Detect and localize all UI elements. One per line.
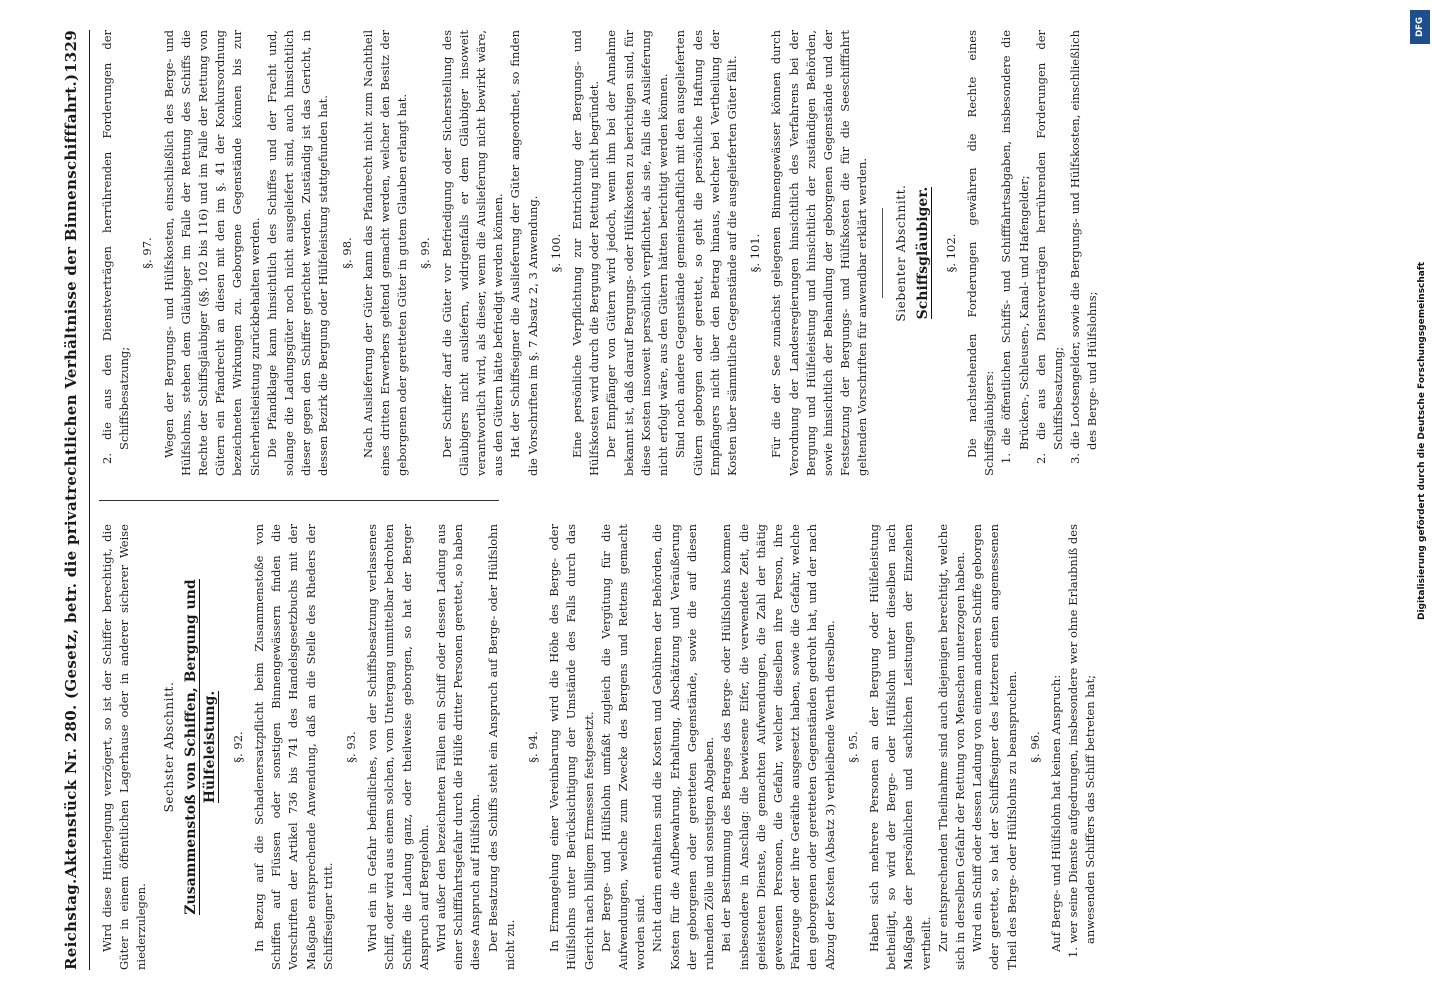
list-item: 3. die Lootsengelder, sowie die Bergungs- und Hülfskosten, einschließlich des Berge- und Hülfslohns; [1068,30,1100,464]
chapter-label: Siebenter Abschnitt. [893,184,908,322]
paragraph: Wird außer den bezeichneten Fällen ein Schiff oder dessen Ladung aus einer Schifffahrtsgefahr durch die Hülfe dritter Personen gerettet, so haben diese Anspruch auf Hülfslohn. [434,524,483,970]
section-number: §. 92. [230,731,245,763]
paragraph: Bei der Bestimmung des Betrages des Berge- oder Hülfslohns kommen insbesondere in Anschlag: die bewiesene Eifer, die verwendete Zeit, die geleisteten Dienste, die gemachten Aufwendungen, die Zahl der thätig gewesenen Personen, die Gefahr, welcher dieselben ihre Person, ihre Fahrzeuge oder ihre Geräthe ausgesetzt haben, sowie die Gefahr, welche den geborgenen oder geretteten Gegenständen gedroht hat, und der nach Abzug der Kosten (Absatz 3) verbleibende Werth derselben. [719,524,837,970]
paragraph: Wird diese Hinterlegung verzögert, so ist der Schiffer berechtigt, die Güter in einem öffentlichen Lagerhause oder in anderer sicherer Weise niederzulegen. [100,524,149,970]
page-header [55,30,87,970]
paragraph: In Bezug auf die Schadenersatzpflicht beim Zusammenstoße von Schiffen auf Flüssen oder sonstigen Binnengewässern finden die Vorschriften der Artikel 736 bis 741 des Handelsgesetzbuchs mit der Maßgabe entsprechende Anwendung, daß an die Stelle des Rheders der Schiffseigner tritt. [252,524,335,970]
paragraph: Auf Berge- und Hülfslohn hat keinen Anspruch: [1048,674,1063,952]
section-number: §. 95. [845,731,860,763]
column-divider [99,500,499,501]
dfg-logo [1410,10,1430,44]
section-number: §. 101. [748,233,763,273]
section-rule [882,208,883,298]
header-title: Aktenstück Nr. 280. (Gesetz, betr. die privatrechtlichen Verhältnisse der Binnenschifffahrt.) [62,73,80,878]
section-number: §. 100. [548,233,563,273]
list-item: 1. die öffentlichen Schiffs- und Schifffahrtsabgaben, insbesondere die Brücken-, Schleusen-, Kanal- und Hafengelder; [999,30,1031,464]
paragraph: In Ermangelung einer Vereinbarung wird die Höhe des Berge- oder Hülfslohns unter Berücksichtigung der Umstände des Falls durch das Gericht nach billigem Ermessen festgesetzt. [547,524,596,970]
chapter-title [182,524,220,970]
paragraph: Der Berge- und Hülfslohn umfaßt zugleich die Vergütung für die Aufwendungen, welche zum Zwecke des Bergens und Rettens gemacht worden sind. [598,524,648,970]
section-number: §. 98. [339,237,354,269]
paragraph: Sind noch andere Gegenstände gemeinschaftlich mit den ausgelieferten Gütern geborgen oder gerettet, so geht die persönliche Haftung des Empfängers nicht über den Betrag hinaus, welcher bei Vertheilung der Kosten über sämmtliche Gegenstände auf die ausgelieferten Güter fällt. [673,30,739,476]
section-number: §. 94. [526,731,541,763]
section-number: §. 93. [344,731,359,763]
document-page [55,30,1345,970]
left-column [99,524,1100,970]
paragraph: Der Empfänger von Gütern wird jedoch, wenn ihm bei der Annahme bekannt ist, daß darauf Bergungs- oder Hülfskosten zu berichtigen sind, für diese Kosten insoweit persönlich verpflichtet, als sie, falls die Auslieferung nicht erfolgt wäre, aus den Gütern hätten berichtigt werden können. [604,30,671,476]
paragraph: Wegen der Bergungs- und Hülfskosten, einschließlich des Berge- und Hülfslohns, stehen dem Gläubiger im Falle der Rettung des Schiffs die Rechte der Schiffsgläubiger (§§. 102 bis 116) und im Falle der Rettung von Gütern ein Pfandrecht an diesen mit den im §. 41 der Konkursordnung bezeichneten Wirkungen zu. Geborgene Gegenstände können bis zur Sicherheitsleistung zurückbehalten werden. [161,30,262,476]
chapter-title-text: Zusammenstoß von Schiffen, Bergung und Hülfeleistung. [182,579,218,915]
list-item: 1. wer seine Dienste aufgedrungen, insbesondere wer ohne Erlaubniß des anwesenden Schiffers das Schiff betreten hat; [1066,524,1098,958]
paragraph: Haben sich mehrere Personen an der Bergung oder Hülfeleistung betheiligt, so wird der Berge- oder Hülfslohn unter dieselben nach Maßgabe der persönlichen und sachlichen Leistungen der Einzelnen vertheilt. [866,524,933,970]
paragraph: Der Besatzung des Schiffs steht ein Anspruch auf Berge- oder Hülfslohn nicht zu. [485,524,517,970]
header-rule [89,30,90,970]
section-number: §. 96. [1027,731,1042,763]
section-number: §. 97. [140,237,155,269]
paragraph: Nicht darin enthalten sind die Kosten und Gebühren der Behörden, die Kosten für die Aufbewahrung, Erhaltung, Abschätzung und Veräußerung der geborgenen oder geretteten Gegenstände, sowie die auf diesen ruhenden Zölle und sonstigen Abgaben. [650,524,717,970]
funding-credit: Digitalisierung gefördert durch die Deutsche Forschungsgemeinschaft [1417,261,1427,620]
dfg-logo-text: DFG [1415,17,1425,37]
header-left: Reichstag. [62,878,80,970]
paragraph: Für die der See zunächst gelegenen Binnengewässer können durch Verordnung der Landesregierungen hinsichtlich des Verfahrens bei der Bergung und Hülfeleistung und hinsichtlich der zuständigen Behörden, sowie hinsichtlich der Behandlung der geborgenen Gegenstände und der Festsetzung der Bergungs- und Hülfskosten die für die Seeschifffahrt geltenden Vorschriften für anwendbar erklärt werden. [769,30,870,476]
list-item: 2. die aus den Dienstverträgen herrührenden Forderungen der Schiffsbesatzung; [1033,30,1065,464]
paragraph: Wird ein in Gefahr befindliches, von der Schiffsbesatzung verlassenes Schiff, oder wird aus einem solchen, vom Untergang unmittelbar bedrohten Schiffe die Ladung ganz, oder theilweise geborgen, so hat der Berger Anspruch auf Bergelohn. [365,524,431,970]
paragraph: Zur entsprechenden Theilnahme sind auch diejenigen berechtigt, welche sich in derselben Gefahr der Rettung von Menschen unterzogen haben. [935,524,967,970]
paragraph: Die Pfandklage kann hinsichtlich des Schiffes und der Fracht und, solange die Ladungsgüter noch nicht ausgeliefert sind, auch hinsichtlich dieser gegen den Schiffer gerichtet werden. Zuständig ist das Gericht, in dessen Bezirk die Bergung oder Hülfeleistung stattgefunden hat. [264,30,331,476]
list-item: 2. die aus den Dienstverträgen herrührenden Forderungen der Schiffsbesatzung; [100,30,132,464]
section-number: §. 99. [418,237,433,269]
section-number: §. 102. [943,233,958,273]
paragraph: Hat der Schiffseigner die Auslieferung der Güter angeordnet, so finden die Vorschriften im §. 7 Absatz 2, 3 Anwendung. [508,30,540,476]
chapter-title-text: Schiffsgläubiger. [914,186,931,320]
chapter-title [914,30,933,476]
page-number: 1329 [62,30,80,73]
chapter-label: Sechster Abschnitt. [161,681,176,813]
paragraph: Der Schiffer darf die Güter vor Befriedigung oder Sicherstellung des Gläubigers nicht ausliefern, widrigenfalls er dem Gläubiger insoweit verantwortlich wird, als dieser, wenn die Auslieferung nicht bewirkt wäre, aus den Gütern hätte befriedigt werden können. [439,30,506,476]
paragraph: Eine persönliche Verpflichtung zur Entrichtung der Bergungs- und Hülfskosten wird durch die Bergung oder Rettung nicht begründet. [570,30,602,476]
right-column [99,30,1102,476]
paragraph: Die nachstehenden Forderungen gewähren die Rechte eines Schiffsgläubigers: [964,30,997,476]
paragraph: Wird ein Schiff oder dessen Ladung von einem anderen Schiffe geborgen oder gerettet, so hat der Schiffseigner des letzteren einen angemessenen Theil des Berge- oder Hülfslohns zu beanspruchen. [970,524,1019,970]
paragraph: Nach Auslieferung der Güter kann das Pfandrecht nicht zum Nachtheil eines dritten Erwerbers geltend gemacht werden, welcher den Besitz der geborgenen oder geretteten Güter in gutem Glauben erlangt hat. [360,30,410,476]
